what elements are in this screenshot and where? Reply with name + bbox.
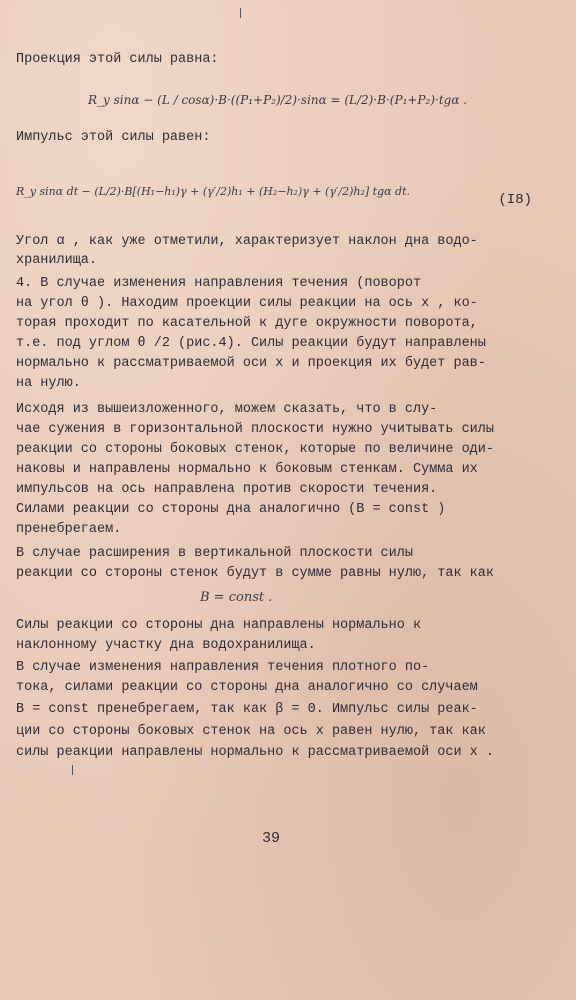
text-line: Проекция этой силы равна:	[16, 52, 219, 67]
text-line: торая проходит по касательной к дуге окружности поворота,	[16, 316, 478, 331]
text-line: импульсов на ось направлена против скорости течения.	[16, 482, 438, 497]
text-line: Исходя из вышеизложенного, можем сказать, что в слу-	[16, 402, 438, 417]
formula-b-const: B = const .	[200, 590, 273, 605]
text-line: пренебрегаем.	[16, 522, 122, 537]
text-line: наковы и направлены нормально к боковым стенкам. Сумма их	[16, 462, 478, 477]
margin-mark	[72, 765, 73, 775]
text-line: реакции со стороны стенок будут в сумме равны нулю, так как	[16, 566, 494, 581]
formula-projection: R_y sinα − (L / cosα)·B·((P₁+P₂)/2)·sinα = (L/2)·B·(P₁+P₂)·tgα .	[88, 93, 468, 107]
margin-mark	[240, 8, 241, 18]
text-line: нормально к рассматриваемой оси x и проекция их будет рав-	[16, 356, 486, 371]
text-line: силы реакции направлены нормально к рассматриваемой оси x .	[16, 745, 494, 760]
text-line: т.е. под углом θ /2 (рис.4). Силы реакции будут направлены	[16, 336, 486, 351]
text-line: реакции со стороны боковых стенок, которые по величине оди-	[16, 442, 494, 457]
text-line: на нулю.	[16, 376, 81, 391]
text-line: Импульс этой силы равен:	[16, 130, 211, 145]
text-line: В случае изменения направления течения плотного по-	[16, 660, 430, 675]
text-line: Угол α , как уже отметили, характеризует наклон дна водо-	[16, 234, 478, 249]
text-line: на угол θ ). Находим проекции силы реакции на ось x , ко-	[16, 296, 478, 311]
text-line: Силы реакции со стороны дна направлены нормально к	[16, 618, 422, 633]
text-line: В случае расширения в вертикальной плоскости силы	[16, 546, 413, 561]
text-line: ции со стороны боковых стенок на ось x равен нулю, так как	[16, 724, 486, 739]
text-line: B = const пренебрегаем, так как β = 0. Импульс силы реак-	[16, 702, 478, 717]
text-line: 4. В случае изменения направления течения (поворот	[16, 276, 422, 291]
text-line: чае сужения в горизонтальной плоскости нужно учитывать силы	[16, 422, 494, 437]
text-line: тока, силами реакции со стороны дна аналогично со случаем	[16, 680, 478, 695]
text-line: хранилища.	[16, 253, 98, 268]
text-line: Силами реакции со стороны дна аналогично (B = const )	[16, 502, 446, 517]
formula-impulse: R_y sinα dt − (L/2)·B[(H₁−h₁)γ + (γ′/2)h₁ + (H₂−h₂)γ + (γ′/2)h₂] tgα dt.	[16, 185, 411, 198]
text-line: наклонному участку дна водохранилища.	[16, 638, 316, 653]
equation-number: (I8)	[498, 192, 532, 208]
page-number: 39	[262, 830, 281, 847]
